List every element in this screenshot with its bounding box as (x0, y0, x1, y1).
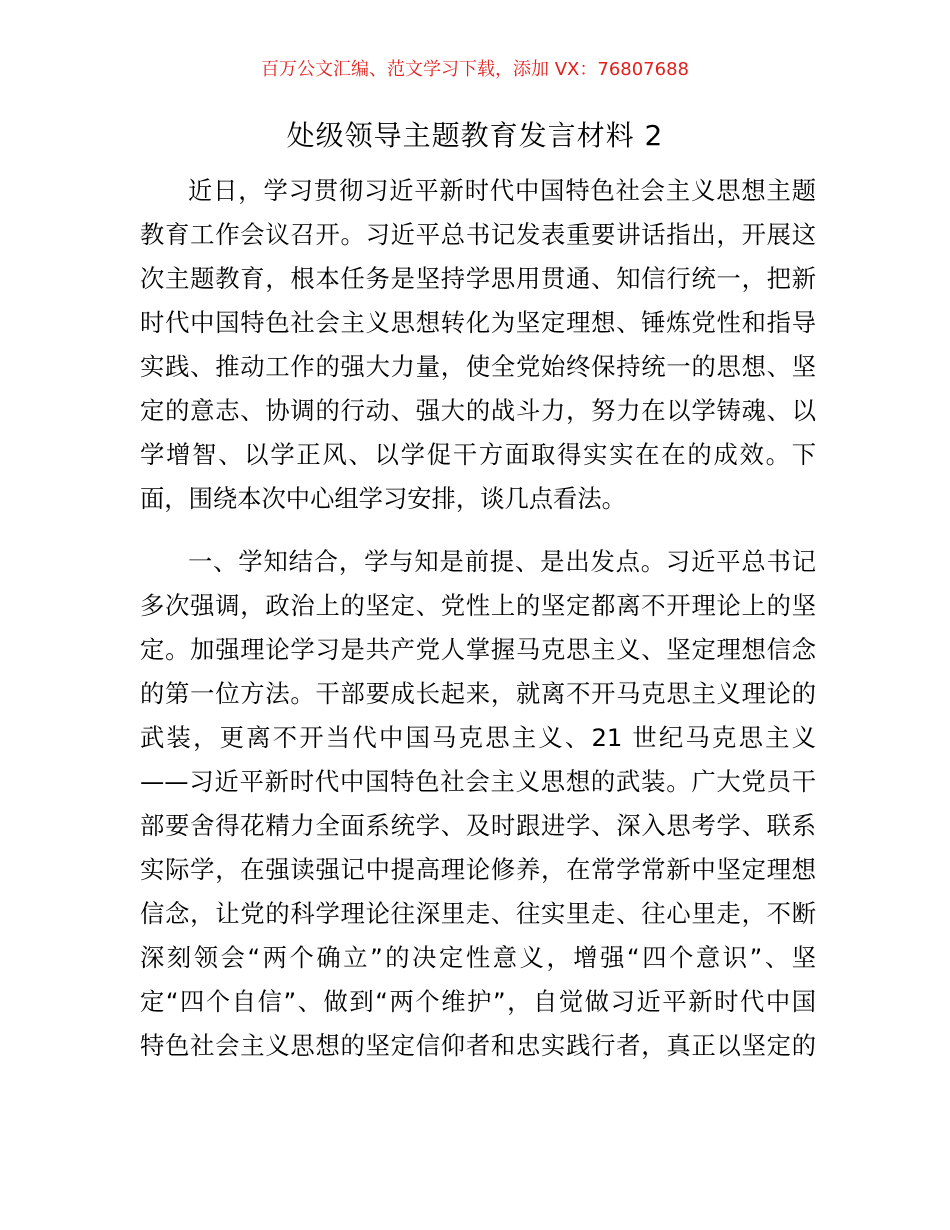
paragraph-line: 深刻领会“两个确立”的决定性意义，增强“四个意识”、坚 (140, 943, 816, 972)
paragraph-line: 实际学，在强读强记中提高理论修养，在常学常新中坚定理想 (140, 855, 816, 884)
paragraph-line: 定。加强理论学习是共产党人掌握马克思主义、坚定理想信念 (140, 635, 816, 664)
paragraph-line: 次主题教育，根本任务是坚持学思用贯通、知信行统一，把新 (140, 264, 816, 293)
paragraph-line: 面，围绕本次中心组学习安排，谈几点看法。 (140, 484, 626, 513)
paragraph-line: 武装，更离不开当代中国马克思主义、21 世纪马克思主义 (140, 723, 816, 752)
paragraph-line: 学增智、以学正风、以学促干方面取得实实在在的成效。下 (140, 440, 816, 469)
paragraph-line: 定“四个自信”、做到“两个维护”，自觉做习近平新时代中国 (140, 987, 816, 1016)
document-title: 处级领导主题教育发言材料 2 (286, 119, 664, 152)
paragraph-line: 特色社会主义思想的坚定信仰者和忠实践行者，真正以坚定的 (140, 1031, 816, 1060)
paragraph-line: 近日，学习贯彻习近平新时代中国特色社会主义思想主题 (188, 176, 816, 205)
paragraph-line: 时代中国特色社会主义思想转化为坚定理想、锤炼党性和指导 (140, 308, 816, 337)
paragraph-2 (140, 540, 816, 1068)
paragraph-line: ——习近平新时代中国特色社会主义思想的武装。广大党员干 (140, 767, 816, 796)
paragraph-line: 信念，让党的科学理论往深里走、往实里走、往心里走，不断 (140, 899, 816, 928)
paragraph-line: 教育工作会议召开。习近平总书记发表重要讲话指出，开展这 (140, 220, 816, 249)
paragraph-1 (140, 169, 816, 521)
paragraph-line: 一、学知结合，学与知是前提、是出发点。习近平总书记 (188, 547, 816, 576)
paragraph-line: 多次强调，政治上的坚定、党性上的坚定都离不开理论上的坚 (140, 591, 816, 620)
header-banner: 百万公文汇编、范文学习下载，添加 VX：76807688 (261, 59, 689, 80)
paragraph-line: 定的意志、协调的行动、强大的战斗力，努力在以学铸魂、以 (140, 396, 816, 425)
paragraph-line: 实践、推动工作的强大力量，使全党始终保持统一的思想、坚 (140, 352, 816, 381)
paragraph-line: 部要舍得花精力全面系统学、及时跟进学、深入思考学、联系 (140, 811, 816, 840)
paragraph-line: 的第一位方法。干部要成长起来，就离不开马克思主义理论的 (140, 679, 816, 708)
